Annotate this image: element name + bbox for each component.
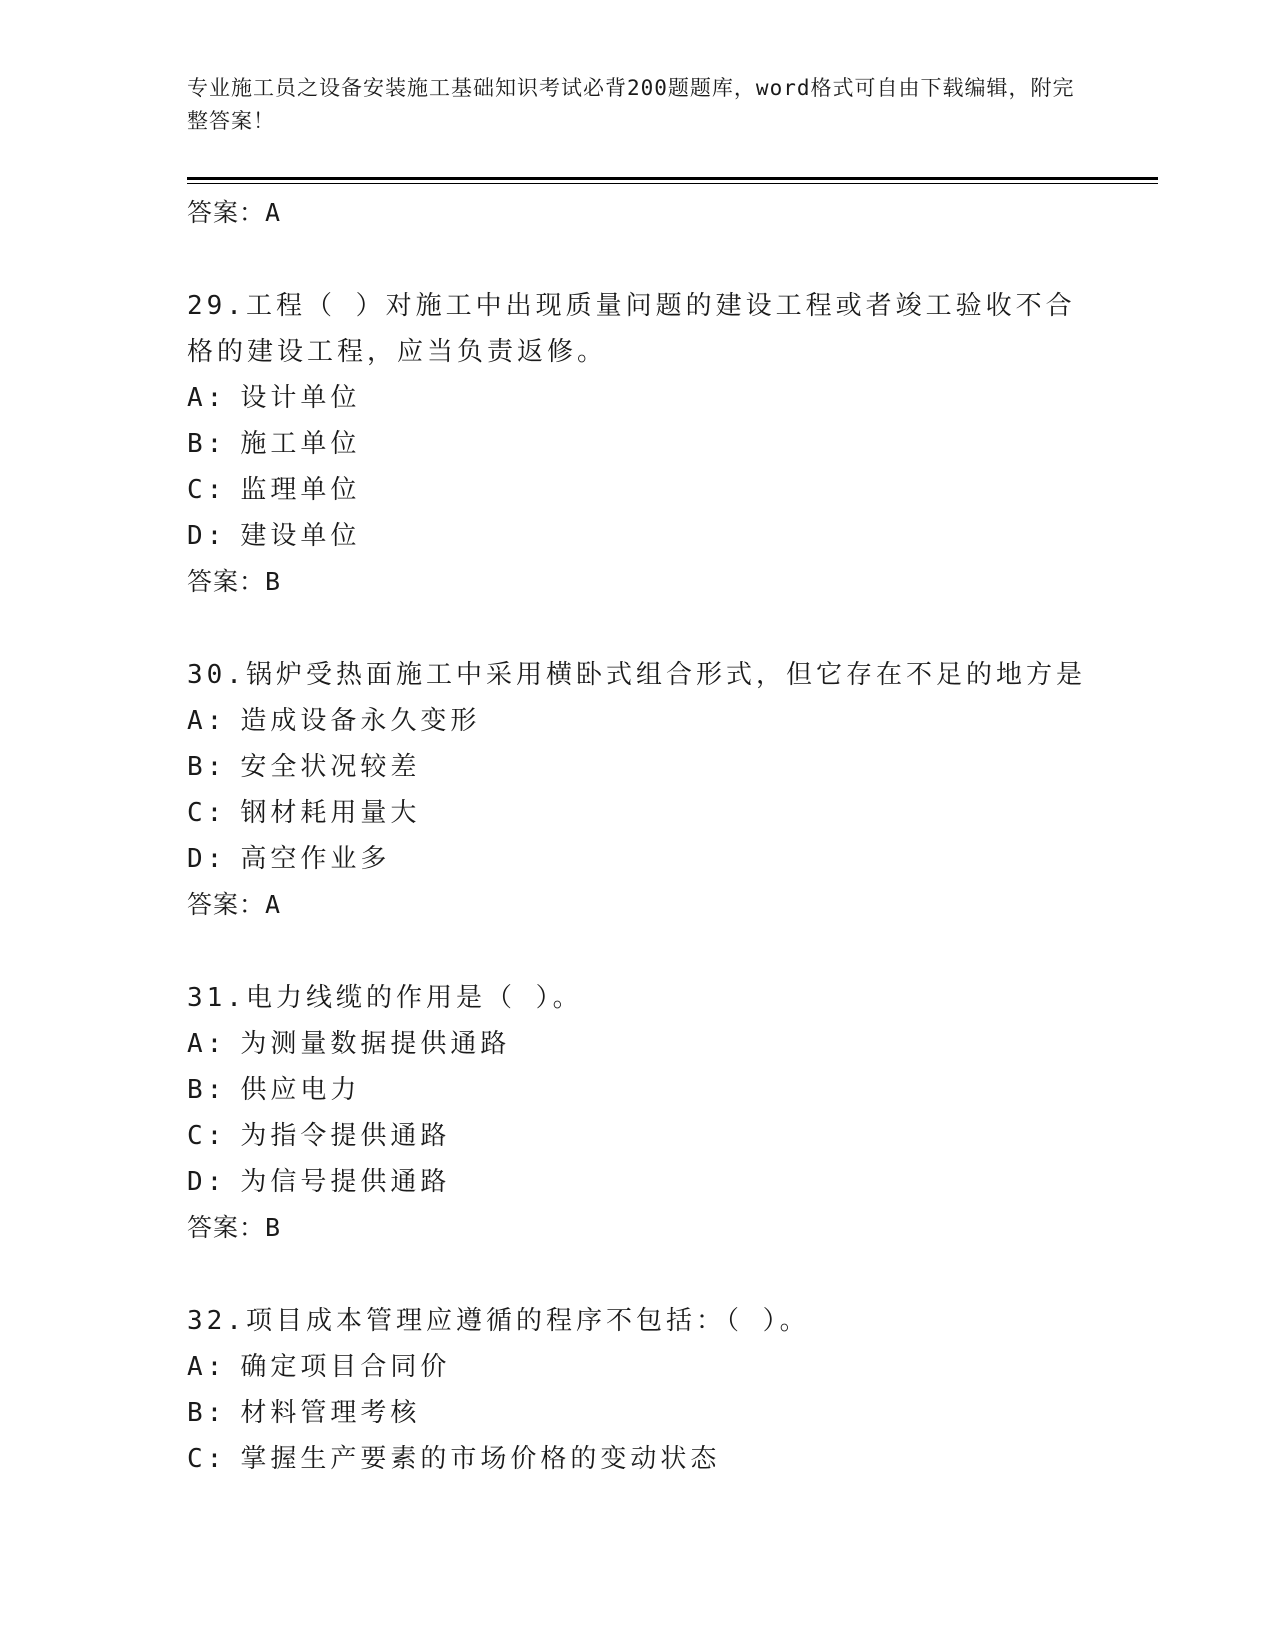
option-label: A:	[187, 1352, 227, 1382]
option-a	[187, 375, 1087, 421]
question-stem: 29.工程（ ）对施工中出现质量问题的建设工程或者竣工验收不合格的建设工程，应当负责返修。	[187, 291, 1076, 367]
previous-answer: 答案：A	[187, 198, 282, 227]
option-a	[187, 698, 1087, 744]
option-text: 供应电力	[240, 1075, 361, 1105]
question-stem: 31.电力线缆的作用是（ ）。	[187, 983, 583, 1013]
option-a	[187, 1021, 1087, 1067]
option-text: 施工单位	[240, 429, 361, 459]
question-32	[187, 1298, 1087, 1482]
header-title: 专业施工员之设备安装施工基础知识考试必背200题题库，word格式可自由下载编辑，附完整答案！	[187, 76, 1075, 133]
header-divider-thin	[187, 183, 1158, 184]
option-text: 钢材耗用量大	[240, 798, 421, 828]
document-header	[187, 72, 1087, 138]
option-c	[187, 1436, 1087, 1482]
answer-line: 答案：B	[187, 1213, 282, 1242]
option-label: D:	[187, 521, 227, 551]
option-text: 监理单位	[240, 475, 361, 505]
option-a	[187, 1344, 1087, 1390]
option-text: 材料管理考核	[240, 1398, 421, 1428]
option-text: 高空作业多	[240, 844, 391, 874]
option-c	[187, 790, 1087, 836]
option-label: B:	[187, 429, 227, 459]
option-text: 建设单位	[240, 521, 361, 551]
option-label: C:	[187, 475, 227, 505]
option-label: B:	[187, 1398, 227, 1428]
option-text: 安全状况较差	[240, 752, 421, 782]
question-list	[187, 190, 1087, 1482]
option-label: B:	[187, 1075, 227, 1105]
option-label: A:	[187, 1029, 227, 1059]
answer-line: 答案：A	[187, 890, 282, 919]
option-b	[187, 1067, 1087, 1113]
option-b	[187, 744, 1087, 790]
option-label: C:	[187, 1121, 227, 1151]
question-31	[187, 975, 1087, 1251]
option-text: 为测量数据提供通路	[240, 1029, 511, 1059]
option-text: 确定项目合同价	[240, 1352, 451, 1382]
option-d	[187, 1159, 1087, 1205]
option-label: A:	[187, 706, 227, 736]
option-b	[187, 1390, 1087, 1436]
option-label: C:	[187, 1444, 227, 1474]
option-c	[187, 467, 1087, 513]
question-stem: 32.项目成本管理应遵循的程序不包括：（ ）。	[187, 1306, 810, 1336]
option-text: 为指令提供通路	[240, 1121, 451, 1151]
option-text: 造成设备永久变形	[240, 706, 481, 736]
option-label: C:	[187, 798, 227, 828]
option-b	[187, 421, 1087, 467]
header-divider-thick	[187, 177, 1158, 180]
option-label: B:	[187, 752, 227, 782]
option-label: D:	[187, 844, 227, 874]
option-d	[187, 513, 1087, 559]
question-29	[187, 283, 1087, 605]
option-c	[187, 1113, 1087, 1159]
option-text: 掌握生产要素的市场价格的变动状态	[240, 1444, 721, 1474]
question-30	[187, 652, 1087, 928]
answer-line: 答案：B	[187, 567, 282, 596]
option-label: A:	[187, 383, 227, 413]
option-label: D:	[187, 1167, 227, 1197]
question-stem: 30.锅炉受热面施工中采用横卧式组合形式，但它存在不足的地方是	[187, 660, 1086, 690]
option-text: 设计单位	[240, 383, 361, 413]
option-d	[187, 836, 1087, 882]
option-text: 为信号提供通路	[240, 1167, 451, 1197]
